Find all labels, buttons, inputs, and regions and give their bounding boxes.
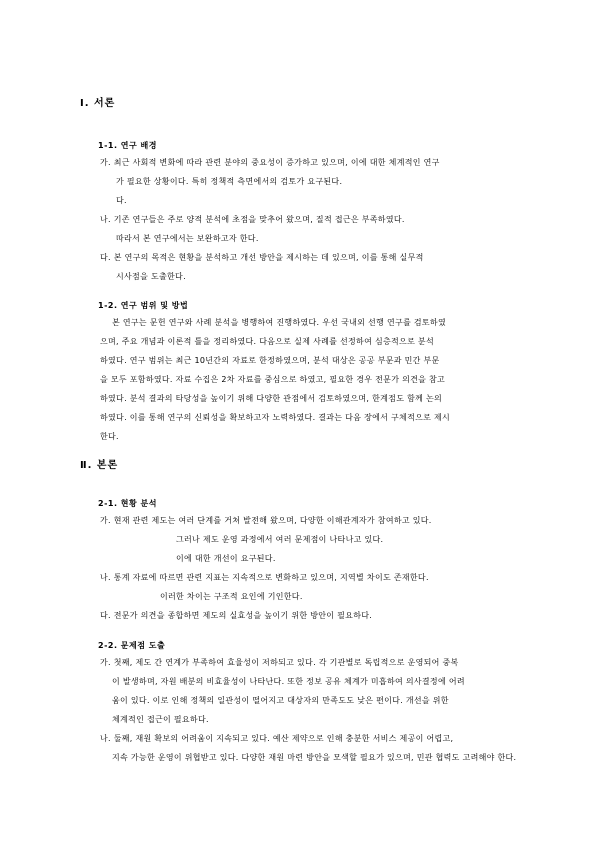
paragraph-line: 한다. (100, 432, 119, 441)
subsection-2-1-heading: 2-1. 현황 분석 (98, 499, 157, 508)
paragraph-line: 가. 첫째, 제도 간 연계가 부족하여 효율성이 저하되고 있다. 각 기관별로 독립적으로 운영되어 중복 (100, 658, 459, 667)
section-1-heading: Ⅰ. 서론 (80, 98, 116, 109)
paragraph-line: 다. 전문가 의견을 종합하면 제도의 실효성을 높이기 위한 방안이 필요하다. (100, 611, 373, 620)
paragraph-line: 그러나 제도 운영 과정에서 여러 문제점이 나타나고 있다. (176, 535, 384, 544)
section-2-heading: Ⅱ. 본론 (80, 460, 119, 471)
paragraph-line: 이에 대한 개선이 요구된다. (176, 554, 276, 563)
subsection-2-1-body (100, 511, 520, 625)
subsection-1-2-body (100, 313, 520, 446)
subsection-2-2-heading: 2-2. 문제점 도출 (98, 641, 166, 650)
paragraph-line: 나. 둘째, 재원 확보의 어려움이 지속되고 있다. 예산 제약으로 인해 충분한 서비스 제공이 어렵고, (100, 734, 454, 743)
paragraph-line: 하였다. 연구 범위는 최근 10년간의 자료로 한정하였으며, 분석 대상은 공공 부문과 민간 부문 (100, 356, 440, 365)
subsection-1-1-body (100, 153, 520, 286)
paragraph-line: 이 발생하며, 자원 배분의 비효율성이 나타난다. 또한 정보 공유 체계가 미흡하여 의사결정에 어려 (112, 677, 465, 686)
paragraph-line: 가. 현재 관련 제도는 여러 단계를 거쳐 발전해 왔으며, 다양한 이해관계자가 참여하고 있다. (100, 516, 432, 525)
paragraph-line: 하였다. 분석 결과의 타당성을 높이기 위해 다양한 관점에서 검토하였으며, 한계점도 함께 논의 (100, 394, 443, 403)
paragraph-line: 가 필요한 상황이다. 특히 정책적 측면에서의 검토가 요구된다. (116, 177, 343, 186)
paragraph-line: 다. 본 연구의 목적은 현황을 분석하고 개선 방안을 제시하는 데 있으며, 이를 통해 실무적 (100, 253, 424, 262)
subsection-1-2-heading: 1-2. 연구 범위 및 방법 (98, 301, 189, 310)
paragraph-line: 체계적인 접근이 필요하다. (112, 715, 209, 724)
paragraph-line: 시사점을 도출한다. (116, 272, 186, 281)
paragraph-line: 가. 최근 사회적 변화에 따라 관련 분야의 중요성이 증가하고 있으며, 이에 대한 체계적인 연구 (100, 158, 440, 167)
subsection-2-2-body (100, 653, 520, 767)
paragraph-line: 을 모두 포함하였다. 자료 수집은 2차 자료를 중심으로 하였고, 필요한 경우 전문가 의견을 참고 (100, 375, 446, 384)
paragraph-line: 본 연구는 문헌 연구와 사례 분석을 병행하여 진행하였다. 우선 국내외 선행 연구를 검토하였 (112, 318, 446, 327)
paragraph-line: 이러한 차이는 구조적 요인에 기인한다. (160, 592, 303, 601)
paragraph-line: 나. 통계 자료에 따르면 관련 지표는 지속적으로 변화하고 있으며, 지역별 차이도 존재한다. (100, 573, 429, 582)
paragraph-line: 으며, 주요 개념과 이론적 틀을 정리하였다. 다음으로 실제 사례를 선정하여 심층적으로 분석 (100, 337, 434, 346)
paragraph-line: 지속 가능한 운영이 위협받고 있다. 다양한 재원 마련 방안을 모색할 필요가 있으며, 민관 협력도 고려해야 한다. (112, 753, 517, 762)
paragraph-line: 따라서 본 연구에서는 보완하고자 한다. (116, 234, 259, 243)
paragraph-line: 움이 있다. 이로 인해 정책의 일관성이 떨어지고 대상자의 만족도도 낮은 편이다. 개선을 위한 (112, 696, 449, 705)
subsection-1-1-heading: 1-1. 연구 배경 (98, 141, 157, 150)
paragraph-line: 다. (116, 196, 127, 205)
paragraph-line: 하였다. 이를 통해 연구의 신뢰성을 확보하고자 노력하였다. 결과는 다음 장에서 구체적으로 제시 (100, 413, 451, 422)
paragraph-line: 나. 기존 연구들은 주로 양적 분석에 초점을 맞추어 왔으며, 질적 접근은 부족하였다. (100, 215, 405, 224)
